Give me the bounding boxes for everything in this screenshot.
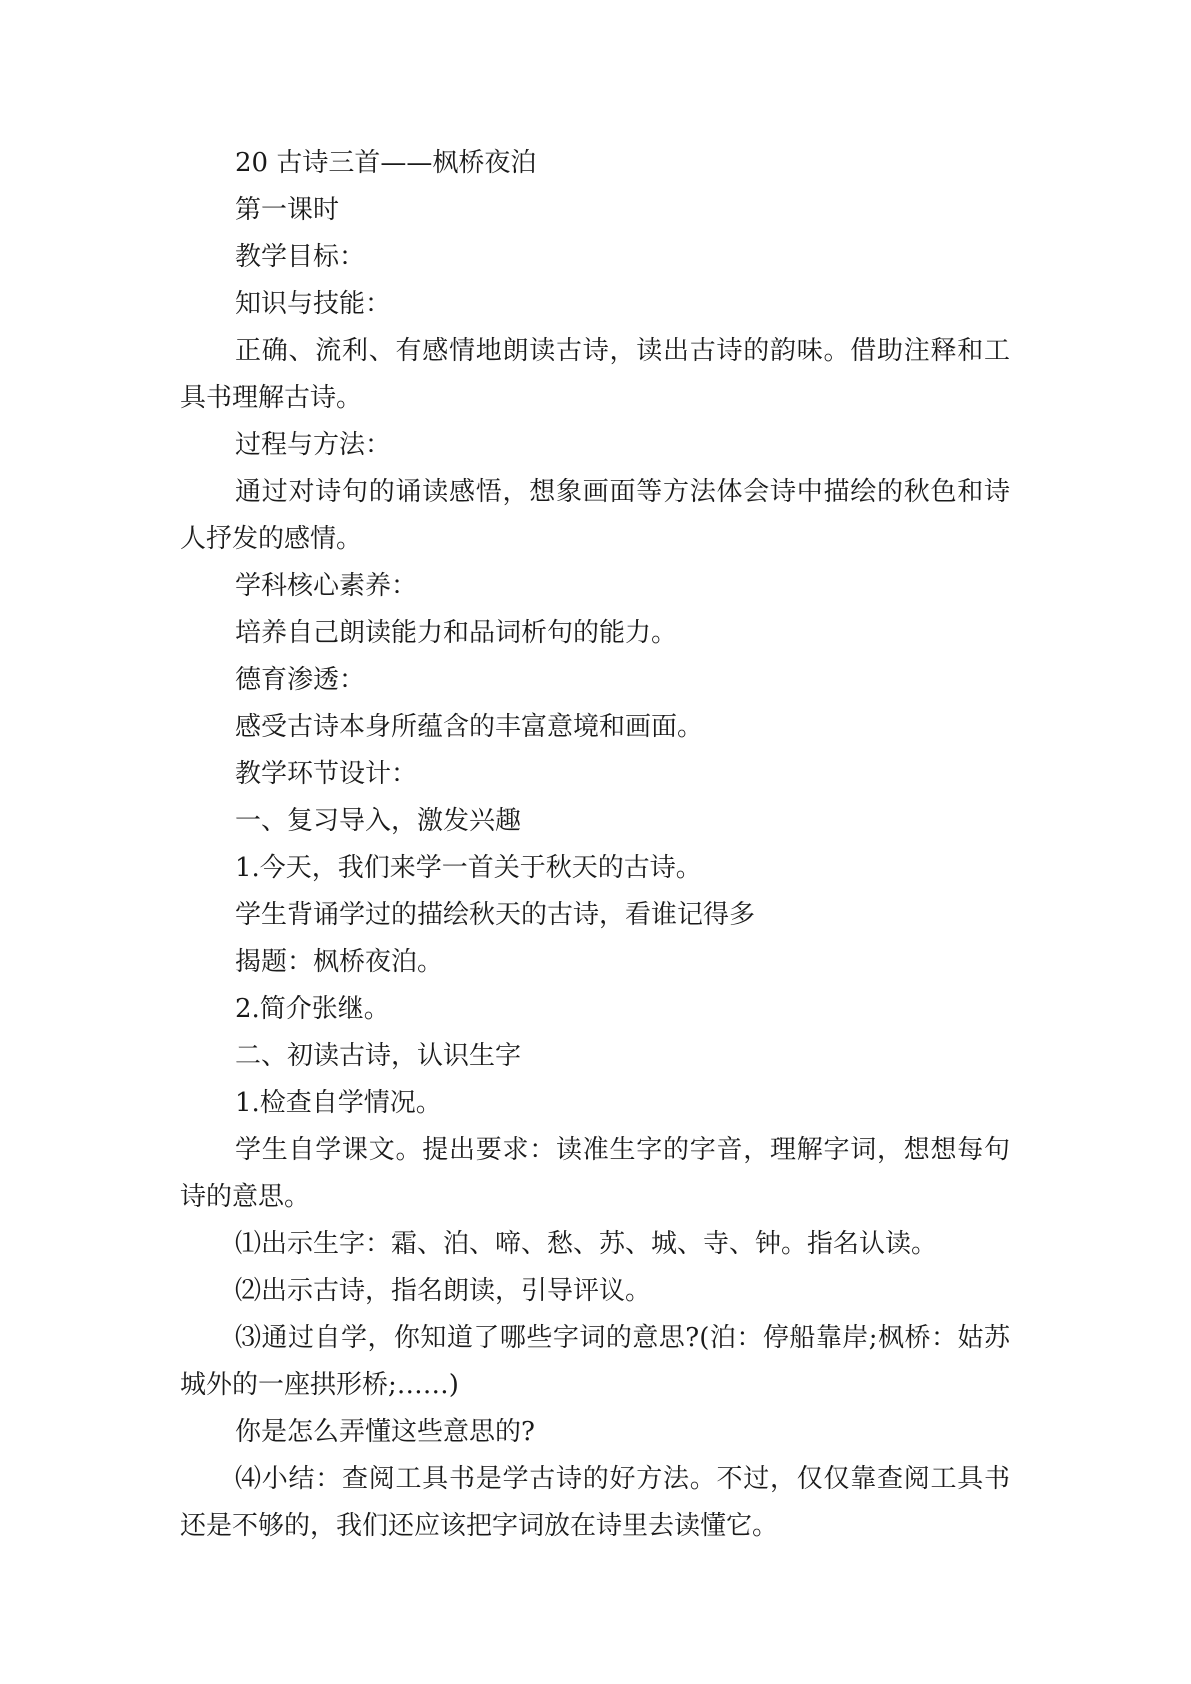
subheading-moral-education: 德育渗透： xyxy=(235,665,366,695)
paragraph-core-literacy: 培养自己朗读能力和品词析句的能力。 xyxy=(235,618,678,648)
subheading-knowledge-skills: 知识与技能： xyxy=(235,289,392,319)
subheading-core-literacy: 学科核心素养： xyxy=(235,571,418,601)
section-heading-objectives: 教学目标： xyxy=(235,242,366,272)
paragraph-step-2-self-study: 学生自学课文。提出要求：读准生字的字音，理解字词，想想每句诗的意思。 xyxy=(180,1135,1010,1212)
paragraph-step-1-1: 1.今天，我们来学一首关于秋天的古诗。 xyxy=(235,853,702,883)
paragraph-step-2-item-2: ⑵出示古诗，指名朗读，引导评议。 xyxy=(235,1276,652,1306)
paragraph-step-2-item-4: ⑷小结：查阅工具书是学古诗的好方法。不过，仅仅靠查阅工具书还是不够的，我们还应该把字词放在诗里去读懂它。 xyxy=(180,1464,1010,1541)
paragraph-step-1-reveal: 揭题：枫桥夜泊。 xyxy=(235,947,444,977)
step-heading-1: 一、复习导入，激发兴趣 xyxy=(235,806,522,836)
step-heading-2: 二、初读古诗，认识生字 xyxy=(235,1041,522,1071)
paragraph-step-2-question: 你是怎么弄懂这些意思的? xyxy=(235,1417,535,1447)
paragraph-step-2-1: 1.检查自学情况。 xyxy=(235,1088,442,1118)
paragraph-step-2-item-3: ⑶通过自学，你知道了哪些字词的意思?(泊：停船靠岸;枫桥：姑苏城外的一座拱形桥;……) xyxy=(180,1323,1010,1400)
document-body xyxy=(180,140,1010,1550)
paragraph-step-1-2: 2.简介张继。 xyxy=(235,994,390,1024)
paragraph-step-2-item-1: ⑴出示生字：霜、泊、啼、愁、苏、城、寺、钟。指名认读。 xyxy=(235,1229,938,1259)
section-heading-design: 教学环节设计： xyxy=(235,759,418,789)
paragraph-moral-education: 感受古诗本身所蕴含的丰富意境和画面。 xyxy=(235,712,704,742)
subheading-process-methods: 过程与方法： xyxy=(235,430,392,460)
lesson-period: 第一课时 xyxy=(235,195,340,225)
paragraph-process-methods: 通过对诗句的诵读感悟，想象画面等方法体会诗中描绘的秋色和诗人抒发的感情。 xyxy=(180,477,1010,554)
paragraph-step-1-recite: 学生背诵学过的描绘秋天的古诗，看谁记得多 xyxy=(235,900,756,930)
lesson-title: 20 古诗三首——枫桥夜泊 xyxy=(235,148,537,178)
paragraph-knowledge-skills: 正确、流利、有感情地朗读古诗，读出古诗的韵味。借助注释和工具书理解古诗。 xyxy=(180,336,1010,413)
